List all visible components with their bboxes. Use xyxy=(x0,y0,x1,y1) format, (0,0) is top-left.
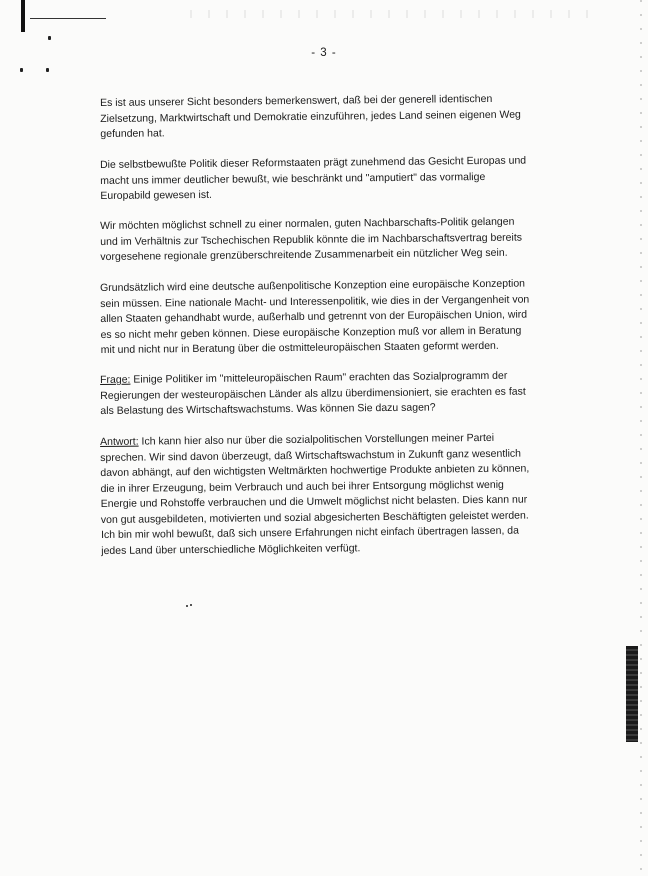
answer-label: Antwort: xyxy=(100,435,139,448)
question-paragraph xyxy=(100,368,532,419)
scan-artifact-mark xyxy=(186,604,193,608)
question-label: Frage: xyxy=(100,373,131,386)
answer-text: Ich kann hier also nur über die sozialpolitischen Vorstellungen meiner Partei sprechen. Wir sind davon überzeugt, daß Wirtschaftswachstum in Zukunft ganz wesentlich davon abhängt, auf den wichtigsten Weltmärkten hochwertige Produkte anbieten zu können, die in ihrer Erzeugung, beim Verbrauch und auch bei ihrer Entsorgung möglichst wenig Energie und Rohstoffe verbrauchen und die Umwelt möglichst nicht belasten. Dies kann nur von gut ausgebildeten, motivierten und sozial abgesicherten Beschäftigten geleistet werden. Ich bin mir wohl bewußt, daß sich unsere Erfahrungen nicht einfach übertragen lassen, da jedes Land über unterschiedliche Möglichkeiten verfügt. xyxy=(100,431,530,556)
scan-artifact-edge xyxy=(640,0,642,876)
scan-artifact-dot xyxy=(48,36,51,40)
question-text: Einige Politiker im "mitteleuropäischen Raum" erachten das Sozialprogramm der Regierungen der westeuropäischen Länder als allzu überdimensioniert, sie erachten es fast als Belastung des Wirtschaftswachstums. Was können Sie dazu sagen? xyxy=(100,369,526,417)
paragraph-text: Wir möchten möglichst schnell zu einer normalen, guten Nachbarschafts-Politik gelangen und im Verhältnis zur Tschechischen Republik könnte die im Nachbarschaftsvertrag bereits vorgesehene regionale grenzüberschreitende Zusammenarbeit ein nützlicher Weg sein. xyxy=(100,215,523,263)
paragraph xyxy=(100,214,532,265)
scan-artifact-speckle xyxy=(190,10,600,18)
paragraph-text: Die selbstbewußte Politik dieser Reformstaaten prägt zunehmend das Gesicht Europas und macht uns immer deutlicher bewußt, wie beschränkt und "amputiert" das vormalige Europabild gewesen ist. xyxy=(100,154,527,202)
page-number: - 3 - xyxy=(311,47,337,59)
scan-artifact-band xyxy=(626,646,638,742)
paragraph xyxy=(100,91,532,142)
scan-artifact-dot xyxy=(20,68,23,72)
paragraph xyxy=(100,276,533,358)
paragraph-text: Es ist aus unserer Sicht besonders bemerkenswert, daß bei der generell identischen Zielsetzung, Marktwirtschaft und Demokratie einzuführen, jedes Land seinen eigenen Weg gefunden hat. xyxy=(100,92,521,140)
scan-artifact-dot xyxy=(46,68,49,72)
scan-artifact-line xyxy=(30,18,106,19)
answer-paragraph xyxy=(100,430,533,559)
paragraph xyxy=(100,153,532,204)
paragraph-text: Grundsätzlich wird eine deutsche außenpolitische Konzeption eine europäische Konzeption sein müssen. Eine nationale Macht- und Interessenpolitik, wie dies in der Vergangenheit von allen Staaten gehandhabt wurde, außerhalb und getrennt von der Europäischen Union, wird es so nicht mehr geben können. Diese europäische Konzeption muß vor allem in Beratung mit und nicht nur in Beratung über die ostmitteleuropäischen Staaten geformt werden. xyxy=(100,277,530,356)
document-body xyxy=(100,92,532,574)
scan-artifact-bar xyxy=(21,0,25,32)
